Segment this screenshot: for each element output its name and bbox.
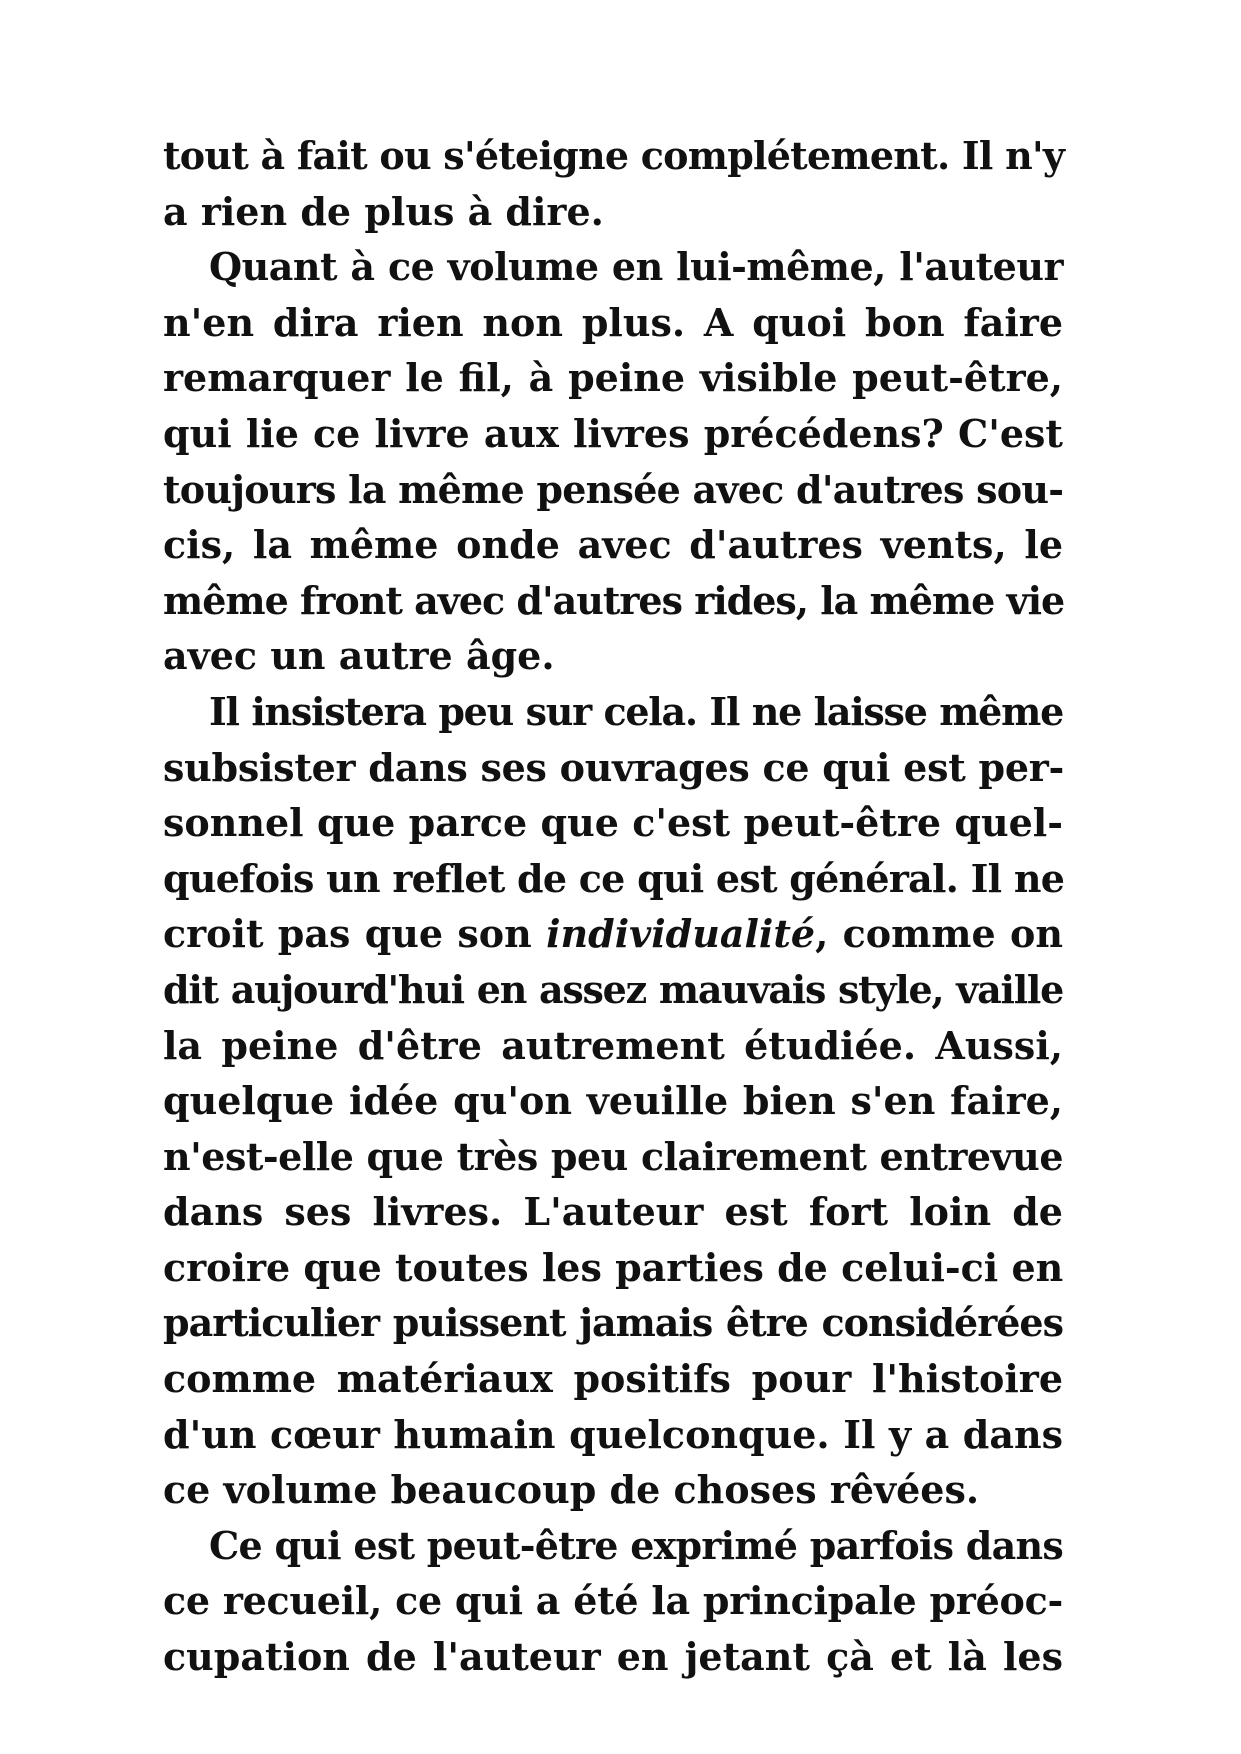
text-line: n'en dira rien non plus. A quoi bon faire	[163, 299, 1063, 345]
text-segment: , comme on	[815, 911, 1063, 957]
text-line: subsister dans ses ouvrages ce qui est per-	[163, 744, 1065, 790]
text-line: n'est-elle que très peu clairement entrevue	[163, 1133, 1063, 1179]
text-line: la peine d'être autrement étudiée. Aussi,	[163, 1022, 1063, 1068]
text-line: dit aujourd'hui en assez mauvais style, vaille	[163, 966, 1063, 1012]
text-line: Quant à ce volume en lui-même, l'auteur	[209, 244, 1063, 290]
text-line-with-italic	[163, 906, 1063, 962]
text-line: comme matériaux positifs pour l'histoire	[163, 1356, 1063, 1402]
text-line: sonnel que parce que c'est peut-être quel-	[163, 800, 1063, 846]
text-line: quefois un reflet de ce qui est général. Il ne	[163, 855, 1065, 901]
text-line: Ce qui est peut-être exprimé parfois dans	[209, 1522, 1063, 1568]
text-line: particulier puissent jamais être considérées	[163, 1300, 1063, 1346]
text-segment: croit pas que son	[163, 911, 547, 957]
text-line: ce recueil, ce qui a été la principale préoc-	[163, 1578, 1063, 1624]
text-line: cis, la même onde avec d'autres vents, le	[163, 522, 1063, 568]
text-line: qui lie ce livre aux livres précédens? C'est	[163, 410, 1063, 456]
text-line: même front avec d'autres rides, la même vie	[163, 577, 1065, 623]
text-line: ce volume beaucoup de choses rêvées.	[163, 1467, 980, 1513]
italic-word: individualité	[546, 911, 816, 957]
text-line: cupation de l'auteur en jetant çà et là les	[163, 1634, 1063, 1680]
page-text	[163, 128, 1063, 1685]
text-line: remarquer le fil, à peine visible peut-être,	[163, 355, 1063, 401]
text-line: dans ses livres. L'auteur est fort loin de	[163, 1189, 1063, 1235]
text-line: avec un autre âge.	[163, 633, 555, 679]
text-line: quelque idée qu'on veuille bien s'en faire,	[163, 1078, 1063, 1124]
text-line: toujours la même pensée avec d'autres sou-	[163, 466, 1064, 512]
text-line: croire que toutes les parties de celui-ci en	[163, 1244, 1064, 1290]
text-line: tout à fait ou s'éteigne complétement. Il n'y	[163, 133, 1065, 178]
text-line: d'un cœur humain quelconque. Il y a dans	[163, 1411, 1063, 1457]
text-line: Il insistera peu sur cela. Il ne laisse même	[209, 688, 1063, 734]
text-line: a rien de plus à dire.	[163, 188, 604, 234]
